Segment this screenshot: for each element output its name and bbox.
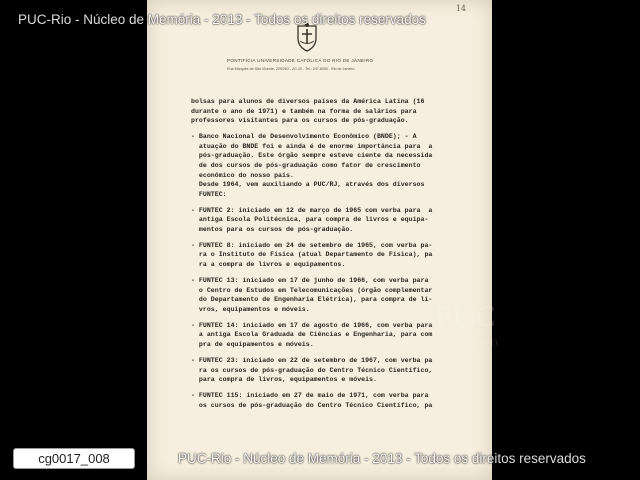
text-line: vros, equipamentos e móveis. (191, 305, 310, 313)
letterhead-address: Rua Marquês de São Vicente, 209/263 - ZC-20 - Tel.: 247-6050 - Rio de Janeiro (227, 67, 355, 71)
text-line: econômico do nosso país. (191, 171, 294, 179)
text-line: - FUNTEC 14: iniciado em 17 de agosto de 1966, com verba para (191, 321, 433, 329)
text-line: de dos cursos de pós-graduação como fator de crescimento (191, 161, 421, 169)
paragraph (191, 132, 491, 199)
text-line: ra os cursos de pós-graduação do Centro Técnico Científico, (191, 366, 433, 374)
text-line: pós-graduação. Este órgão sempre esteve ciente da necessida (191, 152, 433, 160)
watermark-bottom: PUC-Rio - Núcleo de Memória - 2013 - Todos os direitos reservados (178, 451, 586, 466)
paragraph (191, 97, 491, 126)
text-line: - Banco Nacional de Desenvolvimento Econômico (BNDE); - A (191, 133, 417, 141)
text-line: bolsas para alunos de diversos países da América Latina (16 (191, 98, 425, 105)
paragraph (191, 356, 491, 385)
text-line: o Centro de Estudos em Telecomunicações (órgão complementar (191, 286, 433, 294)
text-line: pra de equipamentos e móveis. (191, 341, 314, 349)
text-line: do Departamento de Engenharia Elétrica), para compra de li- (191, 296, 433, 304)
paragraph (191, 206, 491, 235)
text-line: antiga Escola Politécnica, para compra de livros e equipa- (191, 216, 429, 224)
document-page (147, 0, 492, 480)
background-logo-sub: RIO (478, 338, 500, 348)
letterhead-institution: PONTIFÍCIA UNIVERSIDADE CATÓLICA DO RIO DE JANEIRO (227, 58, 374, 63)
text-line: atuação do BNDE foi e ainda é de enorme importância para a (191, 142, 433, 150)
text-line: - FUNTEC 115: iniciado em 27 de maio de 1971, com verba para (191, 392, 429, 400)
text-line: ra a compra de livros e equipamentos. (191, 261, 346, 269)
text-line: professores visitantes para os cursos de pós-graduação. (191, 117, 409, 125)
text-line: - FUNTEC 13: iniciado em 17 de junho de 1966, com verba para (191, 277, 429, 285)
text-line: para compra de livros, equipamentos e móveis. (191, 376, 377, 384)
text-line: - FUNTEC 8: iniciado em 24 de setembro de 1965, com verba pa- (191, 241, 433, 249)
watermark-top: PUC-Rio - Núcleo de Memória - 2013 - Todos os direitos reservados (18, 12, 426, 27)
paragraph (191, 391, 491, 410)
page-number: 14 (455, 4, 466, 13)
paragraph (191, 241, 491, 270)
text-line: - FUNTEC 2: iniciado em 12 de março de 1965 com verba para a (191, 206, 433, 214)
text-line: ra o Instituto de Física (atual Departamento de Física), pa (191, 251, 433, 259)
text-line: mentos para os cursos de pós-graduação. (191, 225, 354, 233)
text-line: - FUNTEC 23: iniciado em 22 de setembro de 1967, com verba pa (191, 357, 433, 364)
image-id-label: cg0017_008 (13, 448, 135, 469)
text-line: Desde 1964, vem auxiliando a PUC/RJ, através dos diversos (191, 181, 425, 189)
background-logo: PUC (435, 300, 497, 333)
text-line: durante o ano de 1971) e também na forma de salários para (191, 107, 417, 115)
document-body (191, 97, 491, 410)
text-line: a antiga Escola Graduada de Ciências e Engenharia, para com (191, 331, 433, 339)
text-line: FUNTEC: (191, 190, 227, 198)
text-line: os cursos de pós-graduação do Centro Técnico Científico, pa (191, 401, 433, 409)
